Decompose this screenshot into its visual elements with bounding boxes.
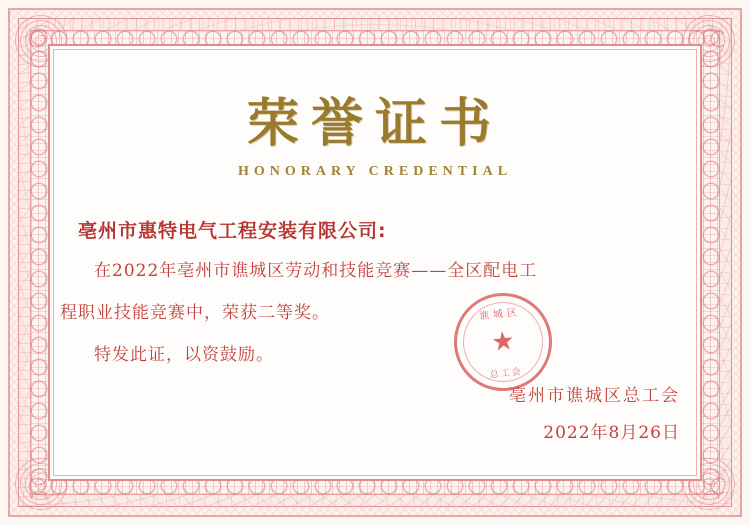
issue-date: 2022年8月26日 (543, 423, 680, 443)
seal-bottom-text: 总工会 (489, 367, 524, 381)
signature-block (509, 381, 680, 443)
body-line-1: 在2022年亳州市谯城区劳动和技能竞赛——全区配电工 (94, 261, 538, 281)
border-scallop-right (700, 26, 722, 499)
border-scallop-left (28, 26, 50, 499)
body-line-3: 特发此证，以资鼓励。 (94, 345, 274, 366)
recipient-name: 亳州市惠特电气工程安装有限公司: (78, 220, 387, 242)
certificate-title-zh: 荣誉证书 (246, 93, 503, 154)
seal-top-text: 谯城区 (478, 306, 522, 323)
star-icon: ★ (489, 325, 517, 358)
certificate-title-en: HONORARY CREDENTIAL (237, 164, 513, 179)
certificate-content (60, 56, 690, 469)
issuer-name: 亳州市谯城区总工会 (509, 386, 680, 406)
body-line-2: 程职业技能竞赛中，荣获二等奖。 (60, 303, 330, 324)
